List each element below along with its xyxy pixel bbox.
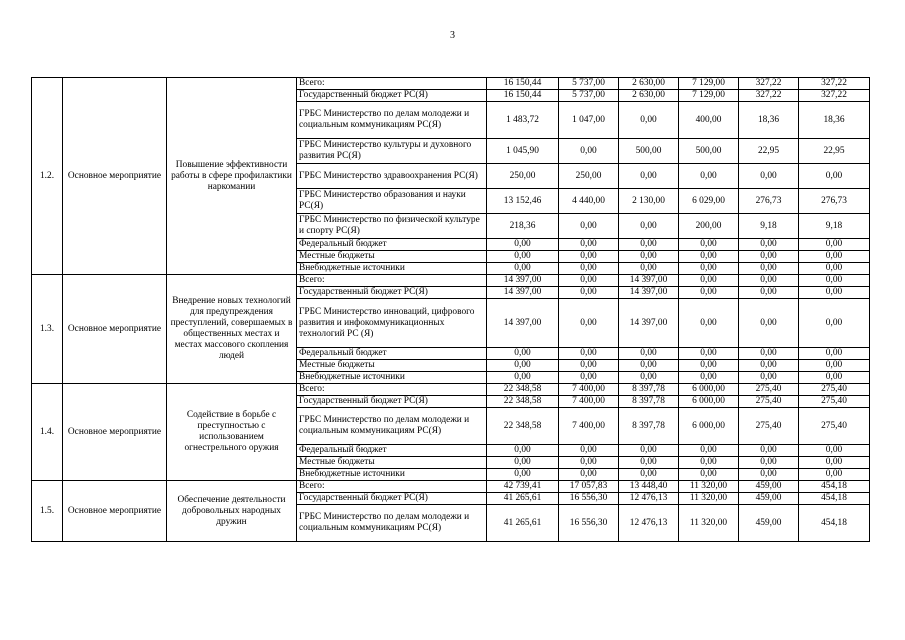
funding-source: Местные бюджеты [297, 251, 487, 263]
amount-cell: 0,00 [619, 214, 679, 239]
funding-source: Федеральный бюджет [297, 348, 487, 360]
amount-cell: 16 150,44 [487, 78, 559, 90]
amount-cell: 7 400,00 [559, 396, 619, 408]
amount-cell: 0,00 [739, 372, 799, 384]
amount-cell: 6 029,00 [679, 189, 739, 214]
table-row [32, 481, 870, 493]
amount-cell: 0,00 [739, 275, 799, 287]
amount-cell: 0,00 [739, 239, 799, 251]
amount-cell: 0,00 [487, 348, 559, 360]
section-code: 1.5. [32, 481, 63, 542]
amount-cell: 0,00 [679, 251, 739, 263]
amount-cell: 0,00 [799, 469, 870, 481]
amount-cell: 7 400,00 [559, 408, 619, 445]
amount-cell: 0,00 [559, 348, 619, 360]
amount-cell: 0,00 [799, 372, 870, 384]
amount-cell: 22 348,58 [487, 384, 559, 396]
table-body [32, 78, 870, 542]
amount-cell: 41 265,61 [487, 505, 559, 542]
amount-cell: 8 397,78 [619, 396, 679, 408]
amount-cell: 327,22 [739, 90, 799, 102]
table-row [32, 384, 870, 396]
section-type: Основное мероприятие [63, 275, 167, 384]
amount-cell: 5 737,00 [559, 90, 619, 102]
table-row [32, 78, 870, 90]
amount-cell: 275,40 [799, 384, 870, 396]
funding-source: Государственный бюджет РС(Я) [297, 90, 487, 102]
amount-cell: 0,00 [679, 360, 739, 372]
amount-cell: 0,00 [559, 445, 619, 457]
amount-cell: 0,00 [739, 251, 799, 263]
amount-cell: 7 129,00 [679, 78, 739, 90]
amount-cell: 454,18 [799, 481, 870, 493]
amount-cell: 0,00 [559, 214, 619, 239]
section-code: 1.2. [32, 78, 63, 275]
amount-cell: 0,00 [487, 457, 559, 469]
amount-cell: 14 397,00 [487, 287, 559, 299]
amount-cell: 0,00 [619, 102, 679, 139]
amount-cell: 500,00 [619, 139, 679, 164]
amount-cell: 13 152,46 [487, 189, 559, 214]
section-type: Основное мероприятие [63, 384, 167, 481]
funding-source: Федеральный бюджет [297, 445, 487, 457]
amount-cell: 1 047,00 [559, 102, 619, 139]
funding-source: ГРБС Министерство по физической культуре и спорту РС(Я) [297, 214, 487, 239]
amount-cell: 9,18 [739, 214, 799, 239]
amount-cell: 16 556,30 [559, 505, 619, 542]
amount-cell: 0,00 [487, 251, 559, 263]
page-number: 3 [450, 30, 455, 41]
amount-cell: 0,00 [679, 299, 739, 348]
amount-cell: 0,00 [679, 239, 739, 251]
amount-cell: 0,00 [799, 299, 870, 348]
amount-cell: 0,00 [559, 251, 619, 263]
funding-source: Всего: [297, 481, 487, 493]
amount-cell: 12 476,13 [619, 505, 679, 542]
amount-cell: 0,00 [799, 348, 870, 360]
amount-cell: 0,00 [799, 251, 870, 263]
amount-cell: 42 739,41 [487, 481, 559, 493]
amount-cell: 8 397,78 [619, 408, 679, 445]
funding-source: Внебюджетные источники [297, 372, 487, 384]
funding-source: ГРБС Министерство здравоохранения РС(Я) [297, 164, 487, 189]
amount-cell: 327,22 [739, 78, 799, 90]
amount-cell: 0,00 [799, 263, 870, 275]
section-name: Повышение эффективности работы в сфере профилактики наркомании [167, 78, 297, 275]
amount-cell: 2 630,00 [619, 90, 679, 102]
amount-cell: 0,00 [619, 372, 679, 384]
amount-cell: 0,00 [799, 287, 870, 299]
amount-cell: 0,00 [739, 263, 799, 275]
amount-cell: 218,36 [487, 214, 559, 239]
amount-cell: 0,00 [487, 239, 559, 251]
amount-cell: 11 320,00 [679, 505, 739, 542]
amount-cell: 0,00 [679, 287, 739, 299]
amount-cell: 0,00 [619, 457, 679, 469]
amount-cell: 459,00 [739, 493, 799, 505]
amount-cell: 0,00 [679, 348, 739, 360]
amount-cell: 276,73 [799, 189, 870, 214]
amount-cell: 0,00 [799, 360, 870, 372]
amount-cell: 0,00 [559, 360, 619, 372]
amount-cell: 327,22 [799, 90, 870, 102]
amount-cell: 0,00 [799, 239, 870, 251]
amount-cell: 0,00 [559, 372, 619, 384]
section-type: Основное мероприятие [63, 78, 167, 275]
amount-cell: 6 000,00 [679, 408, 739, 445]
amount-cell: 454,18 [799, 493, 870, 505]
amount-cell: 0,00 [559, 469, 619, 481]
amount-cell: 0,00 [487, 445, 559, 457]
amount-cell: 1 483,72 [487, 102, 559, 139]
amount-cell: 0,00 [619, 239, 679, 251]
amount-cell: 16 150,44 [487, 90, 559, 102]
amount-cell: 6 000,00 [679, 396, 739, 408]
section-name: Обеспечение деятельности добровольных народных дружин [167, 481, 297, 542]
amount-cell: 6 000,00 [679, 384, 739, 396]
amount-cell: 327,22 [799, 78, 870, 90]
funding-source: Государственный бюджет РС(Я) [297, 396, 487, 408]
funding-source: Всего: [297, 275, 487, 287]
amount-cell: 17 057,83 [559, 481, 619, 493]
amount-cell: 9,18 [799, 214, 870, 239]
amount-cell: 0,00 [559, 457, 619, 469]
funding-source: ГРБС Министерство образования и науки РС(Я) [297, 189, 487, 214]
funding-source: Внебюджетные источники [297, 469, 487, 481]
amount-cell: 0,00 [799, 275, 870, 287]
amount-cell: 14 397,00 [487, 299, 559, 348]
funding-source: Государственный бюджет РС(Я) [297, 493, 487, 505]
amount-cell: 1 045,90 [487, 139, 559, 164]
amount-cell: 8 397,78 [619, 384, 679, 396]
amount-cell: 0,00 [739, 445, 799, 457]
amount-cell: 454,18 [799, 505, 870, 542]
funding-source: Всего: [297, 78, 487, 90]
amount-cell: 0,00 [559, 287, 619, 299]
funding-source: Федеральный бюджет [297, 239, 487, 251]
amount-cell: 16 556,30 [559, 493, 619, 505]
amount-cell: 14 397,00 [619, 299, 679, 348]
amount-cell: 0,00 [739, 299, 799, 348]
amount-cell: 18,36 [799, 102, 870, 139]
amount-cell: 0,00 [559, 263, 619, 275]
section-code: 1.4. [32, 384, 63, 481]
funding-source: ГРБС Министерство по делам молодежи и социальным коммуникациям РС(Я) [297, 102, 487, 139]
amount-cell: 22 348,58 [487, 408, 559, 445]
amount-cell: 0,00 [679, 372, 739, 384]
amount-cell: 18,36 [739, 102, 799, 139]
amount-cell: 0,00 [559, 239, 619, 251]
amount-cell: 0,00 [619, 469, 679, 481]
funding-source: ГРБС Министерство по делам молодежи и социальным коммуникациям РС(Я) [297, 408, 487, 445]
amount-cell: 0,00 [679, 275, 739, 287]
amount-cell: 0,00 [619, 251, 679, 263]
budget-table [31, 77, 870, 542]
funding-source: Всего: [297, 384, 487, 396]
amount-cell: 0,00 [619, 164, 679, 189]
amount-cell: 22,95 [739, 139, 799, 164]
amount-cell: 22,95 [799, 139, 870, 164]
funding-source: Местные бюджеты [297, 457, 487, 469]
amount-cell: 0,00 [739, 457, 799, 469]
amount-cell: 7 400,00 [559, 384, 619, 396]
amount-cell: 0,00 [487, 469, 559, 481]
amount-cell: 0,00 [739, 287, 799, 299]
funding-source: ГРБС Министерство по делам молодежи и социальным коммуникациям РС(Я) [297, 505, 487, 542]
amount-cell: 14 397,00 [619, 275, 679, 287]
amount-cell: 275,40 [739, 396, 799, 408]
amount-cell: 276,73 [739, 189, 799, 214]
amount-cell: 0,00 [799, 164, 870, 189]
amount-cell: 14 397,00 [619, 287, 679, 299]
amount-cell: 2 630,00 [619, 78, 679, 90]
amount-cell: 0,00 [739, 348, 799, 360]
amount-cell: 41 265,61 [487, 493, 559, 505]
amount-cell: 0,00 [619, 360, 679, 372]
amount-cell: 275,40 [799, 408, 870, 445]
amount-cell: 5 737,00 [559, 78, 619, 90]
section-name: Содействие в борьбе с преступностью с использованием огнестрельного оружия [167, 384, 297, 481]
section-type: Основное мероприятие [63, 481, 167, 542]
amount-cell: 13 448,40 [619, 481, 679, 493]
amount-cell: 0,00 [799, 457, 870, 469]
funding-source: Внебюджетные источники [297, 263, 487, 275]
amount-cell: 14 397,00 [487, 275, 559, 287]
amount-cell: 0,00 [679, 445, 739, 457]
amount-cell: 0,00 [799, 445, 870, 457]
amount-cell: 250,00 [559, 164, 619, 189]
table-row [32, 275, 870, 287]
amount-cell: 0,00 [619, 445, 679, 457]
amount-cell: 0,00 [559, 275, 619, 287]
amount-cell: 12 476,13 [619, 493, 679, 505]
amount-cell: 275,40 [739, 408, 799, 445]
amount-cell: 0,00 [619, 348, 679, 360]
amount-cell: 0,00 [679, 164, 739, 189]
amount-cell: 275,40 [799, 396, 870, 408]
section-code: 1.3. [32, 275, 63, 384]
amount-cell: 500,00 [679, 139, 739, 164]
amount-cell: 0,00 [679, 469, 739, 481]
amount-cell: 0,00 [679, 263, 739, 275]
amount-cell: 0,00 [487, 263, 559, 275]
amount-cell: 200,00 [679, 214, 739, 239]
amount-cell: 11 320,00 [679, 481, 739, 493]
amount-cell: 0,00 [739, 360, 799, 372]
section-name: Внедрение новых технологий для предупреждения преступлений, совершаемых в общественных местах и местах массового скопления людей [167, 275, 297, 384]
funding-source: ГРБС Министерство культуры и духовного развития РС(Я) [297, 139, 487, 164]
amount-cell: 459,00 [739, 505, 799, 542]
funding-source: Государственный бюджет РС(Я) [297, 287, 487, 299]
funding-source: ГРБС Министерство инноваций, цифрового развития и инфокоммуникационных технологий РС (Я) [297, 299, 487, 348]
amount-cell: 400,00 [679, 102, 739, 139]
amount-cell: 22 348,58 [487, 396, 559, 408]
amount-cell: 11 320,00 [679, 493, 739, 505]
funding-source: Местные бюджеты [297, 360, 487, 372]
amount-cell: 250,00 [487, 164, 559, 189]
amount-cell: 0,00 [487, 360, 559, 372]
amount-cell: 7 129,00 [679, 90, 739, 102]
amount-cell: 4 440,00 [559, 189, 619, 214]
amount-cell: 0,00 [619, 263, 679, 275]
amount-cell: 0,00 [679, 457, 739, 469]
amount-cell: 0,00 [487, 372, 559, 384]
amount-cell: 459,00 [739, 481, 799, 493]
amount-cell: 0,00 [559, 139, 619, 164]
amount-cell: 275,40 [739, 384, 799, 396]
amount-cell: 0,00 [739, 164, 799, 189]
amount-cell: 0,00 [739, 469, 799, 481]
amount-cell: 0,00 [559, 299, 619, 348]
amount-cell: 2 130,00 [619, 189, 679, 214]
